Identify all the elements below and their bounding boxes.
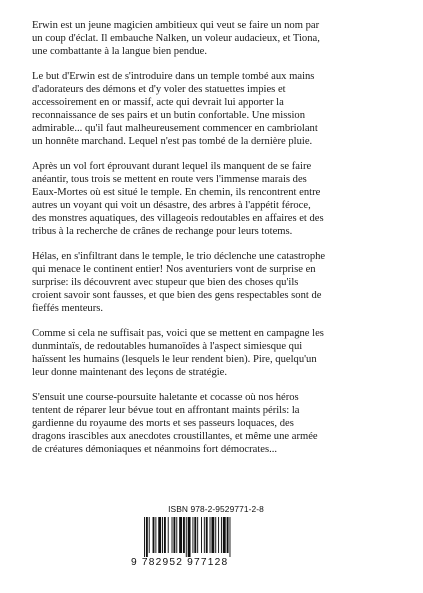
barcode-bar — [155, 517, 156, 553]
barcode-bar — [197, 517, 198, 553]
paragraph-line: surprise: ils découvrent avec stupeur que bien des choses qu'ils — [32, 277, 299, 288]
barcode-bar — [186, 517, 187, 557]
paragraph-line: Hélas, en s'infiltrant dans le temple, le trio déclenche une catastrophe — [32, 251, 326, 262]
isbn-label: ISBN 978-2-9529771-2-8 — [168, 504, 264, 514]
paragraph-line: un coup d'éclat. Il embauche Nalken, un voleur audacieux, et Tiona, — [32, 33, 320, 44]
paragraph-2 — [32, 70, 394, 148]
paragraph-line: tentent de réparer leur bévue tout en affrontant maints périls: la — [32, 405, 300, 416]
paragraph-line: de créatures démoniaques et néanmoins fort démocrates... — [32, 444, 278, 455]
paragraph-line: Erwin est un jeune magicien ambitieux qui veut se faire un nom par — [32, 20, 320, 31]
barcode-bar — [168, 517, 169, 553]
paragraph-line: gardienne du royaume des morts et ses passeurs loquaces, des — [32, 418, 294, 429]
paragraph-line: leur donne maintenant des leçons de stratégie. — [32, 367, 228, 378]
paragraph-line: accessoirement en or massif, acte qui devrait lui apporter la — [32, 97, 284, 108]
barcode-bar — [158, 517, 161, 553]
barcode-bar — [194, 517, 196, 553]
paragraph-line: anéantir, tous trois se mettent en route vers l'immense marais des — [32, 174, 307, 185]
barcode-bar — [211, 517, 214, 553]
paragraph-line: Le but d'Erwin est de s'introduire dans un temple tombé aux mains — [32, 71, 315, 82]
barcode-bar — [201, 517, 202, 553]
barcode-bar — [215, 517, 216, 553]
barcode-bar — [153, 517, 155, 553]
paragraph-3 — [32, 160, 394, 238]
paragraph-line: S'ensuit une course-poursuite haletante et cocasse où nos héros — [32, 392, 299, 403]
barcode-bar — [183, 517, 185, 553]
paragraph-line: tribus à la recherche de crânes de rechange pour leurs totems. — [32, 226, 293, 237]
barcode-bar — [188, 517, 191, 557]
barcode-bar — [172, 517, 173, 553]
paragraph-line: Comme si cela ne suffisait pas, voici que se mettent en campagne les — [32, 328, 324, 339]
barcode-bar — [206, 517, 208, 553]
paragraph-6 — [32, 391, 394, 456]
barcode-bar — [192, 517, 193, 553]
paragraph-line: un honnête marchand. Lequel n'est pas tombé de la dernière pluie. — [32, 136, 313, 147]
barcode-bar — [176, 517, 177, 553]
barcode-bar — [218, 517, 219, 553]
barcode-graphic — [138, 517, 290, 557]
barcode-bar — [149, 517, 150, 553]
barcode-bar — [221, 517, 222, 553]
barcode-bar — [204, 517, 205, 553]
paragraph-line: croient savoir sont fausses, et que bien des gens respectables sont de — [32, 290, 322, 301]
paragraph-line: reconnaissance de ses pairs et un butin confortable. Une mission — [32, 110, 306, 121]
paragraph-line: des monstres aquatiques, des villageois redoutables en affaires et des — [32, 213, 324, 224]
barcode-bar — [230, 517, 231, 557]
barcode-bar — [179, 517, 182, 553]
paragraph-line: qui menace le continent entier! Nos aventuriers vont de surprise en — [32, 264, 316, 275]
paragraph-1 — [32, 19, 394, 58]
paragraph-line: d'adorateurs des démons et d'y voler des statuettes impies et — [32, 84, 286, 95]
barcode-bar — [146, 517, 148, 557]
paragraph-line: admirable... qu'il faut malheureusement commencer en cambriolant — [32, 123, 318, 134]
paragraph-line: une combattante à la langue bien pendue. — [32, 46, 208, 57]
paragraph-4 — [32, 250, 394, 315]
barcode-bar — [162, 517, 163, 553]
barcode-bar — [223, 517, 226, 553]
paragraph-line: Eaux-Mortes où est situé le temple. En chemin, ils rencontrent entre — [32, 187, 321, 198]
paragraph-line: fieffés menteurs. — [32, 303, 103, 314]
paragraph-line: haïssent les humains (lesquels le leur rendent bien). Pire, quelqu'un — [32, 354, 317, 365]
blurb-text — [32, 19, 394, 468]
barcode-bar — [173, 517, 175, 553]
paragraph-line: Après un vol fort éprouvant durant lequel ils manquent de se faire — [32, 161, 312, 172]
paragraph-5 — [32, 327, 394, 379]
paragraph-line: autres un voyant qui voit un désastre, des arbres à l'appétit féroce, — [32, 200, 311, 211]
barcode-bar — [164, 517, 166, 553]
barcode-digits: 9 782952 977128 — [131, 557, 229, 568]
barcode-bar — [144, 517, 145, 557]
paragraph-line: dunmintaïs, de redoutables humanoïdes à l'aspect simiesque qui — [32, 341, 303, 352]
barcode-bar — [210, 517, 211, 553]
barcode-bar — [227, 517, 229, 553]
paragraph-line: dragons irascibles aux anecdotes croustillantes, et même une armée — [32, 431, 318, 442]
